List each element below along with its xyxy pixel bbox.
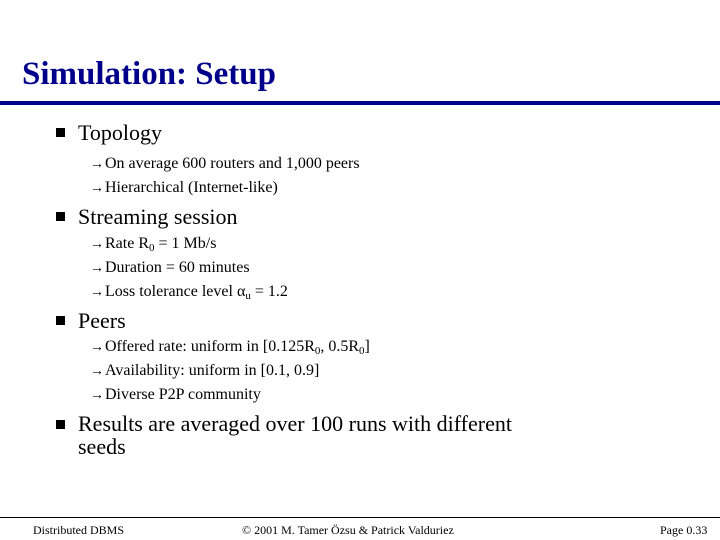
arrow-icon: → xyxy=(90,261,104,276)
sub-item: →Hierarchical (Internet-like) xyxy=(90,179,278,196)
arrow-icon: → xyxy=(90,237,104,252)
bullet-marker xyxy=(56,316,65,325)
bullet-marker xyxy=(56,420,65,429)
arrow-icon: → xyxy=(90,340,104,355)
arrow-icon: → xyxy=(90,157,104,172)
arrow-icon: → xyxy=(90,181,104,196)
bullet-peers: Peers xyxy=(78,308,126,333)
bullet-streaming-session: Streaming session xyxy=(78,204,238,229)
bullet-results-line1: Results are averaged over 100 runs with different xyxy=(78,411,512,436)
bullet-marker xyxy=(56,212,65,221)
sub-item: →Offered rate: uniform in [$0.125R_0$, $0.5R_0$] xyxy=(90,338,370,357)
sub-item: →Duration = 60 minutes xyxy=(90,259,250,276)
sub-item: →Rate $R_0 = 1$ Mb/s xyxy=(90,235,217,254)
arrow-icon: → xyxy=(90,388,104,403)
sub-item: →Availability: uniform in [0.1, 0.9] xyxy=(90,362,320,379)
arrow-icon: → xyxy=(90,364,104,379)
bullet-results-line2: seeds xyxy=(78,434,126,459)
sub-item: →On average 600 routers and 1,000 peers xyxy=(90,155,360,172)
footer-rule xyxy=(0,517,720,518)
footer-center: © 2001 M. Tamer Özsu & Patrick Valduriez xyxy=(242,523,454,537)
title-rule xyxy=(0,101,720,105)
sub-item: →Diverse P2P community xyxy=(90,386,261,403)
arrow-icon: → xyxy=(90,285,104,300)
footer-left: Distributed DBMS xyxy=(33,523,125,537)
footer-page-number: Page 0.33 xyxy=(660,523,708,537)
sub-item: →Loss tolerance level $\alpha_u = 1.2$ xyxy=(90,283,288,302)
slide-title: Simulation: Setup xyxy=(22,56,276,92)
bullet-marker xyxy=(56,128,65,137)
bullet-topology: Topology xyxy=(78,120,163,145)
